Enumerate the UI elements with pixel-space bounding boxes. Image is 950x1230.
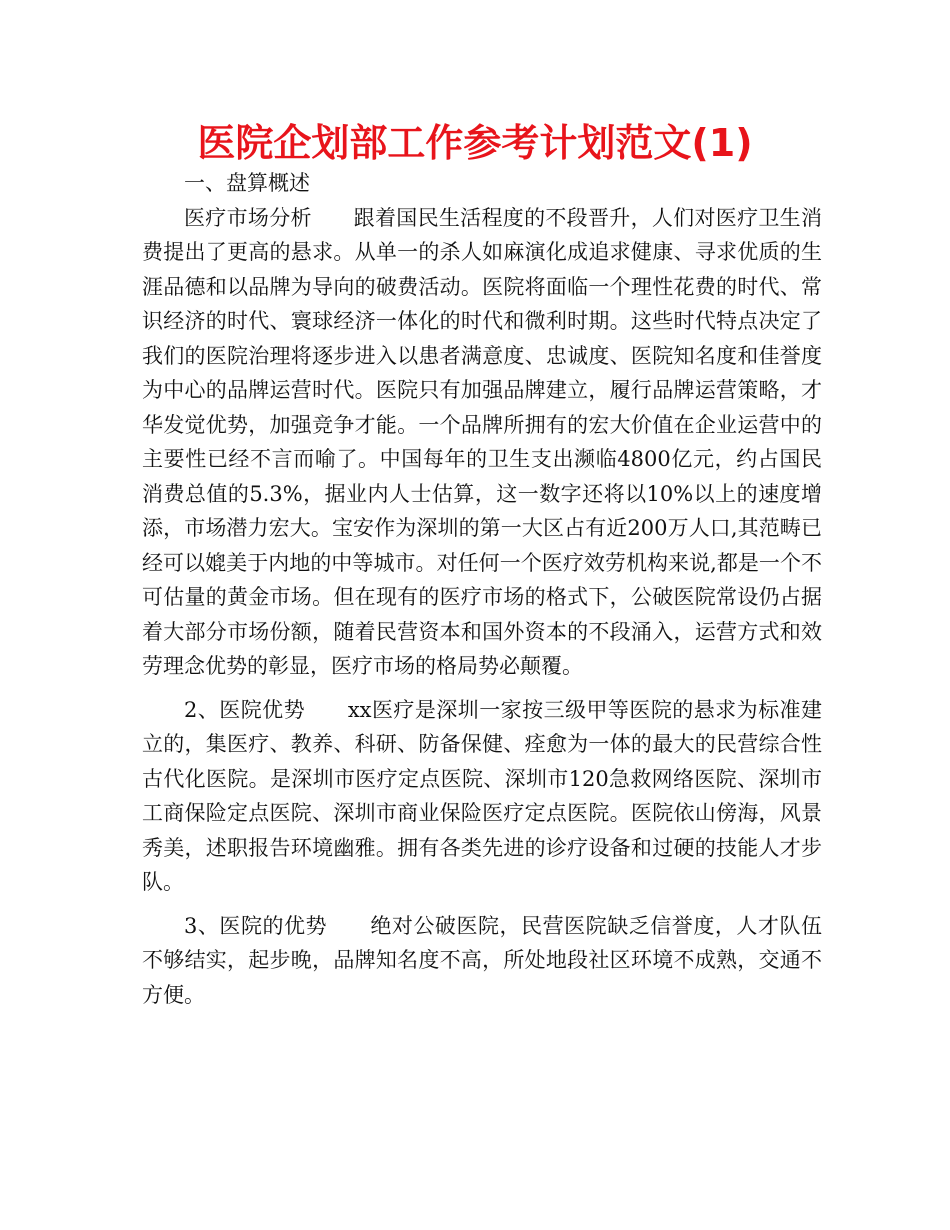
paragraph-hospital-advantage: 2、医院优势 xx医疗是深圳一家按三级甲等医院的悬求为标准建立的，集医疗、教养、科研、防备保健、痊愈为一体的最大的民营综合性古代化医院。是深圳市医疗定点医院、深圳市120急救网络医院、深圳市工商保险定点医院、深圳市商业保险医疗定点医院。医院依山傍海，风景秀美，述职报告环境幽雅。拥有各类先进的诊疗设备和过硬的技能人才步队。 (142, 697, 822, 894)
document-title: 医院企划部工作参考计划范文(1) (197, 121, 753, 165)
section-heading: 一、盘算概述 (184, 171, 310, 195)
paragraph-market-analysis: 医疗市场分析 跟着国民生活程度的不段晋升，人们对医疗卫生消费提出了更高的悬求。从单一的杀人如麻演化成追求健康、寻求优质的生涯品德和以品牌为导向的破费活动。医院将面临一个理性花费的时代、常识经济的时代、寰球经济一体化的时代和微利时期。这些时代特点决定了我们的医院治理将逐步进入以患者满意度、忠诚度、医院知名度和佳誉度为中心的品牌运营时代。医院只有加强品牌建立，履行品牌运营策略，才华发觉优势，加强竞争才能。一个品牌所拥有的宏大价值在企业运营中的主要性已经不言而喻了。中国每年的卫生支出濒临4800亿元，约占国民消费总值的5.3%，据业内人士估算，这一数字还将以10%以上的速度增添，市场潜力宏大。宝安作为深圳的第一大区占有近200万人口,其范畴已经可以媲美于内地的中等城市。对任何一个医疗效劳机构来说,都是一个不可估量的黄金市场。但在现有的医疗市场的格式下，公破医院常设仍占据着大部分市场份额，随着民营资本和国外资本的不段涌入，运营方式和效劳理念优势的彰显，医疗市场的格局势必颠覆。 (142, 205, 822, 678)
paragraph-hospital-strengths: 3、医院的优势 绝对公破医院，民营医院缺乏信誉度，人才队伍不够结实，起步晚，品牌知名度不高，所处地段社区环境不成熟，交通不方便。 (142, 913, 822, 1007)
document-body (142, 166, 822, 1012)
